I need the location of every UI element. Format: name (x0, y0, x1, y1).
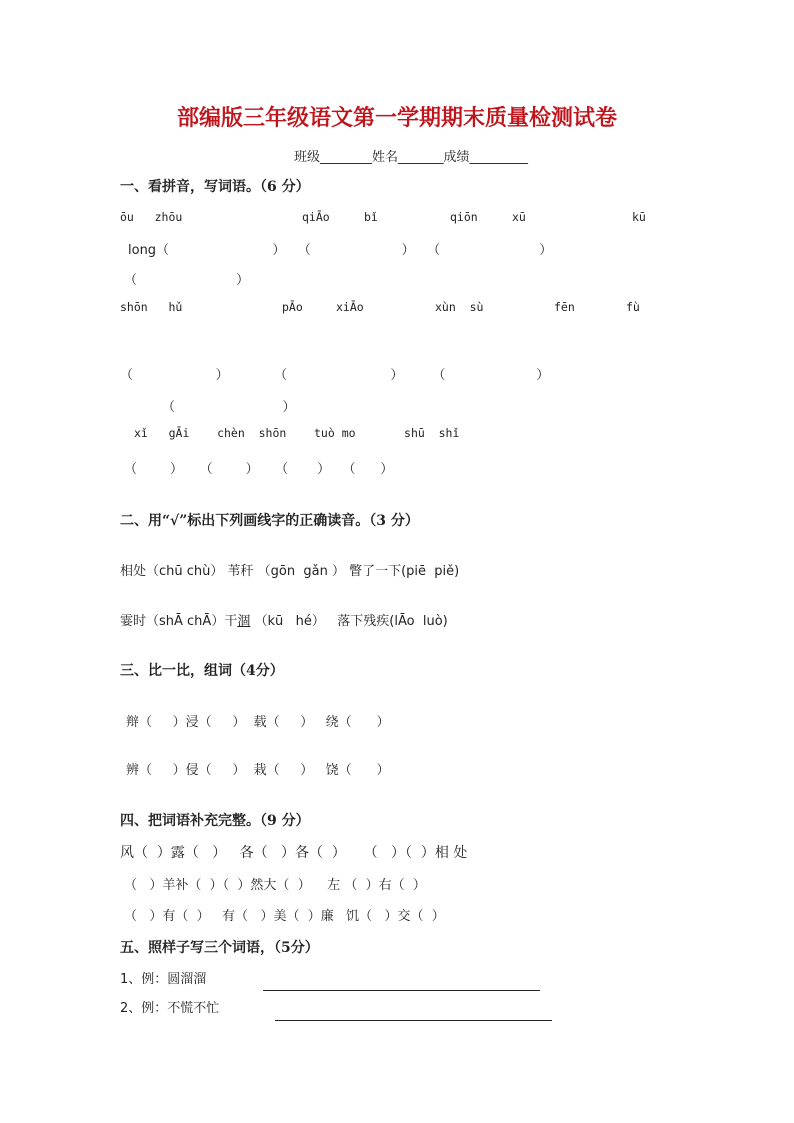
answer-blanks: （ ） （ ） （ ） (120, 368, 550, 383)
compare-words-line: 辨（ ）侵（ ） 栽（ ） 饶（ ） (126, 763, 390, 778)
section-4-heading: 四、把词语补充完整。（9 分） (120, 813, 310, 829)
page-title: 部编版三年级语文第一学期期末质量检测试卷 (176, 105, 617, 131)
reading-question-line: 霎时（shĀ chĀ）干涸 （kū hé） 落下残疾(lĀo luò) (120, 614, 448, 629)
pinyin-item: fēn (554, 300, 575, 314)
pinyin-row: xǐ gĀi chèn shōn tuò mo shū shǐ (134, 426, 460, 440)
pinyin-item: shōn hǔ (120, 300, 183, 314)
fill-words-line: （ ）有（ ） 有（ ）美（ ）廉 饥（ ）交（ ） (124, 909, 445, 924)
pinyin-item: qiĀo (302, 210, 330, 224)
section-3-heading: 三、比一比，组词（4分） (120, 663, 284, 679)
answer-blanks: long（ ） （ ） （ ） (128, 243, 553, 258)
pinyin-item: qiōn (450, 210, 478, 224)
pinyin-item: xùn sù (435, 300, 484, 314)
student-info-line: 班级________姓名_______成绩_________ (294, 150, 529, 165)
example-1: 1、例：圆溜溜 (120, 972, 207, 987)
pinyin-item: ōu zhōu (120, 210, 183, 224)
pinyin-item: xū (512, 210, 526, 224)
fill-words-line: 风（ ）露（ ） 各（ ）各（ ） （ ）（ ）相 处 (120, 845, 468, 861)
section-5-heading: 五、照样子写三个词语，（5分） (120, 940, 319, 956)
reading-question-line: 相处（chū chù） 苇秆 （gōn gǎn ） 瞥了一下(piē piě) (120, 564, 460, 579)
compare-words-line: 辩（ ）浸（ ） 载（ ） 绕（ ） (126, 715, 390, 730)
answer-blanks: （ ） (162, 400, 296, 415)
example-2: 2、例：不慌不忙 (120, 1001, 220, 1016)
answer-blanks: （ ） （ ） （ ） （ ） (124, 462, 394, 477)
answer-line (275, 1020, 552, 1021)
fill-words-line: （ ）羊补（ ）（ ）然大（ ） 左 （ ）右（ ） (124, 878, 426, 893)
pinyin-item: pĀo (282, 300, 303, 314)
section-2-heading: 二、用“√”标出下列画线字的正确读音。（3 分） (120, 513, 419, 529)
pinyin-item: kū (632, 210, 646, 224)
pinyin-item: xiĀo (336, 300, 364, 314)
section-1-heading: 一、看拼音，写词语。（6 分） (120, 179, 310, 195)
answer-line (263, 990, 540, 991)
answer-blanks: （ ） (124, 273, 250, 288)
pinyin-item: fù (626, 300, 640, 314)
pinyin-item: bǐ (364, 210, 378, 224)
